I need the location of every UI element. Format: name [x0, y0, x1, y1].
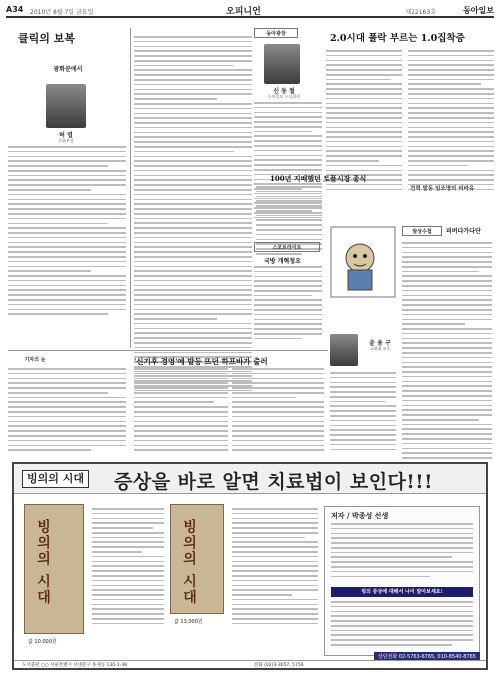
column5-title: 피버다가다단 [446, 228, 481, 235]
book-cover-2 [170, 504, 224, 614]
column5-author-role: 고려대 교수 [369, 346, 391, 351]
column3-subhead: 전력 발동 임조명의 비바유 [410, 186, 475, 192]
column2-author-name: 신 동 철 [273, 88, 295, 95]
column6-tag: 기자의 눈 [24, 357, 46, 363]
column4b-body-text [254, 266, 322, 339]
ad-copy-middle [232, 508, 318, 624]
book-1-price: 값 10,000원 [28, 639, 57, 645]
ad-symptom-list [331, 601, 473, 646]
column5-author-name: 윤 용 구 [369, 340, 391, 347]
column1-body-text [8, 146, 126, 315]
column6-body-text-b [134, 368, 228, 451]
column4-subtitle: 국방 개혁청요 [264, 258, 301, 265]
page-number: A34 [6, 5, 24, 14]
author-photo-left [46, 84, 86, 128]
column4-title: 100년 지배했던 토플시장 종식 [270, 174, 367, 183]
newspaper-name: 동아일보 [463, 6, 494, 15]
ad-author-bio [331, 523, 473, 577]
book-2-price: 값 13,000원 [174, 619, 203, 625]
ad-tel: 전화 (02)3-3657, 5756 [254, 663, 304, 668]
author-photo-center [264, 44, 300, 84]
column1-author-role: 문화부장 [58, 138, 74, 143]
column6-body-text-d [330, 372, 396, 450]
advertisement[interactable] [12, 462, 488, 670]
column4-tag: 스포트라이트 [272, 245, 302, 251]
column2-author-role: 동아일보 논설위원 [267, 94, 301, 99]
column6-body-text-a [8, 368, 126, 451]
ad-author-panel [324, 506, 480, 656]
column3-title: 2.0시대 폴락 부르는 1.0집착증 [330, 33, 465, 44]
ad-author-title: 저자 / 박종성 선생 [331, 511, 389, 520]
author-photo-right [330, 334, 358, 366]
column-divider [130, 28, 131, 348]
column3-body-text-a [326, 50, 402, 190]
column4-tag-box [254, 242, 320, 252]
column6-body-text-c [232, 368, 324, 451]
column2-tag: 동아광장 [266, 31, 286, 37]
issue-date: 2010년 8월 7일 금요일 [30, 9, 94, 16]
book-cover-1 [24, 504, 84, 634]
column1-title: 클릭의 보복 [18, 32, 75, 45]
section-title: 오피니언 [226, 7, 261, 17]
column6-title: '신기후 경영'에 발등 뜨던 하프바가 출러 [134, 357, 268, 366]
column3-body-text-b [408, 50, 494, 190]
cartoon-illustration [330, 226, 396, 298]
page-header [6, 4, 494, 18]
column1-tag: 광화문에서 [53, 66, 83, 73]
column2-tag-box [254, 28, 298, 38]
ad-address: 도서출판 ○○ 서울특별시 서대문구 홍제동 130-1-38 [22, 663, 127, 668]
book-2-title: 빙의의 시대 [181, 519, 197, 606]
ad-footer [14, 660, 486, 668]
ad-phone[interactable]: 상담전화 02-5763-6765, 010-8540-8765 [374, 652, 480, 661]
section-divider [8, 350, 328, 351]
book-1-title: 빙의의 시대 [35, 519, 51, 606]
ad-symptom-band: 빙의 증상에 대해서 나이 알아보세요! [331, 587, 473, 597]
column5-body-text [402, 242, 492, 459]
ad-copy-left [92, 508, 164, 624]
ad-kicker: 빙의의 시대 [22, 470, 89, 488]
column1b-body-text [134, 36, 252, 391]
edition-number: 제22163호 [405, 9, 436, 16]
column1-author-name: 허 엽 [59, 132, 73, 139]
column5-tag: 발상수첩 [412, 229, 432, 235]
column5-tag-box [402, 226, 442, 236]
ad-header [14, 464, 486, 494]
ad-headline: 증상을 바로 알면 치료법이 보인다!!! [114, 471, 433, 493]
